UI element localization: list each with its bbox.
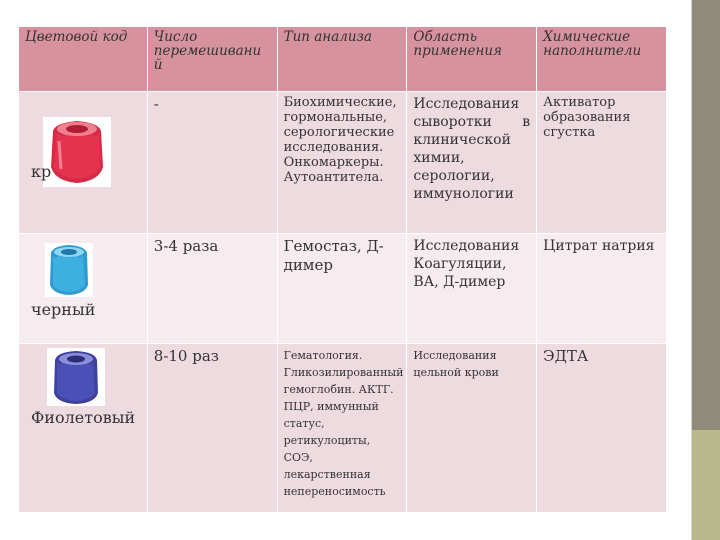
color-code-cell (19, 234, 148, 344)
mix-count-cell: - (147, 92, 277, 234)
chemical-fillers-cell: Активатор образования сгустка (537, 92, 667, 234)
red-tube-cap-icon (43, 117, 111, 187)
mix-count-cell: 8-10 раз (147, 344, 277, 513)
purple-tube-cap-icon (47, 348, 105, 406)
color-code-cell (19, 92, 148, 234)
header-chemical-fillers: Химические наполнители (537, 27, 667, 92)
application-area-cell: Исследования сыворотки в клинической химии, серологии, иммунологии (407, 92, 537, 234)
table-row (19, 234, 667, 344)
table-row (19, 92, 667, 234)
table-header-row (19, 27, 667, 92)
header-mix-count: Число перемешивани й (147, 27, 277, 92)
analysis-type-cell: Гематология. Гликозилированный гемоглобин. АКТГ. ПЦР, иммунный статус, ретикулоциты, СОЭ, лекарственная непереносимость (277, 344, 407, 513)
application-area-cell: Исследования цельной крови (407, 344, 537, 513)
side-decor-accent (692, 430, 720, 540)
analysis-type-cell: Биохимические, гормональные, серологические исследования. Онкомаркеры. Аутоантитела. (277, 92, 407, 234)
header-application-area: Область применения (407, 27, 537, 92)
header-analysis-type: Тип анализа (277, 27, 407, 92)
color-code-cell (19, 344, 148, 513)
chemical-fillers-cell: Цитрат натрия (537, 234, 667, 344)
tube-color-table (18, 26, 667, 513)
header-color-code: Цветовой код (19, 27, 148, 92)
side-divider (691, 0, 692, 540)
analysis-type-cell: Гемостаз, Д-димер (277, 234, 407, 344)
blue-tube-cap-icon (45, 243, 93, 297)
color-code-label: черный (31, 300, 96, 319)
application-area-cell: Исследования Коагуляции, ВА, Д-димер (407, 234, 537, 344)
color-code-label: кр (31, 162, 52, 181)
color-code-label: Фиолетовый (31, 408, 136, 427)
chemical-fillers-cell: ЭДТА (537, 344, 667, 513)
table-row (19, 344, 667, 513)
mix-count-cell: 3-4 раза (147, 234, 277, 344)
